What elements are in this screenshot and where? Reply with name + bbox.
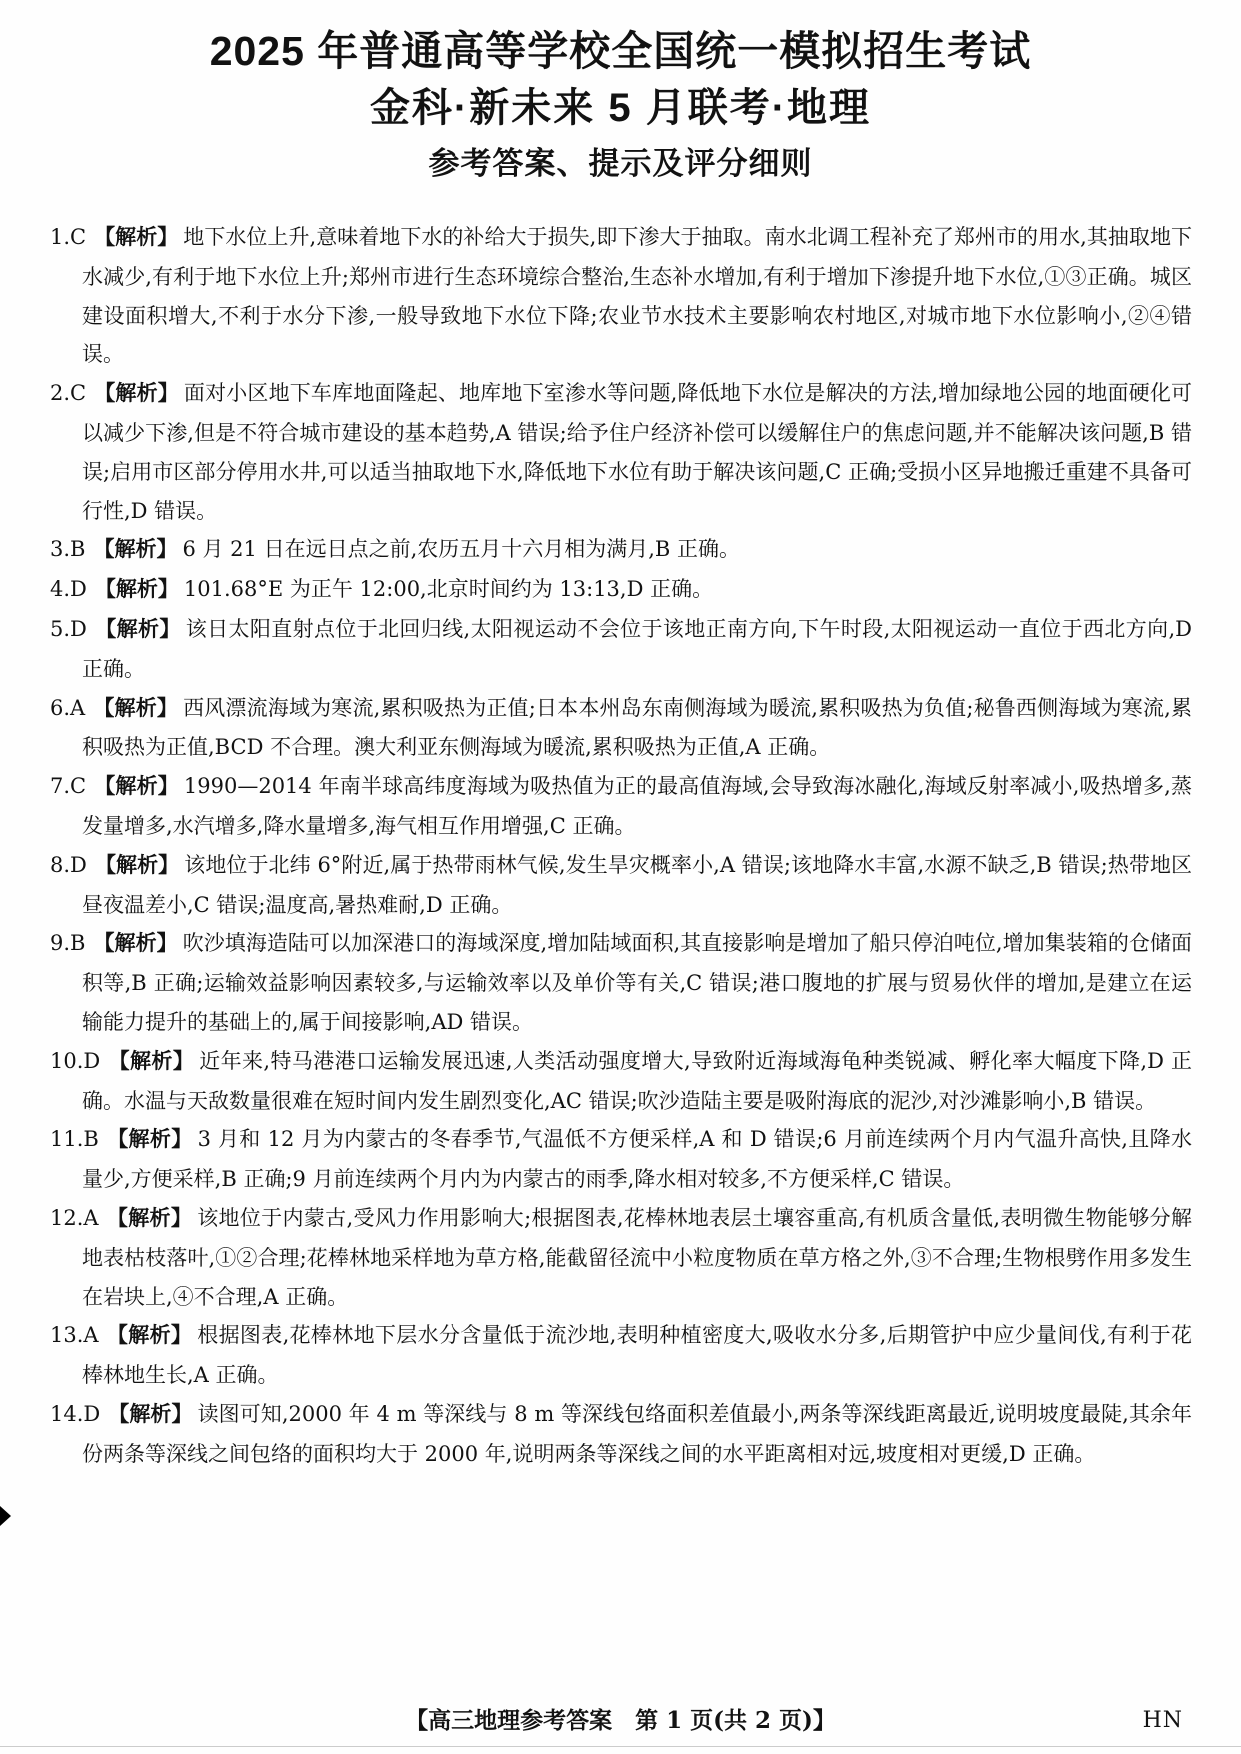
- answer-item-7: [50, 767, 1192, 846]
- answer-item-4: [50, 570, 1192, 610]
- answer-item-6: [50, 689, 1192, 768]
- analysis-label: 【解析】: [94, 775, 179, 799]
- answer-item-13: [50, 1316, 1192, 1395]
- analysis-label: 【解析】: [108, 1049, 195, 1073]
- question-number-answer: 12.A: [50, 1205, 99, 1230]
- analysis-label: 【解析】: [93, 538, 178, 562]
- question-number-answer: 13.A: [50, 1323, 99, 1348]
- analysis-text: 该日太阳直射点位于北回归线,太阳视运动不会位于该地正南方向,下午时段,太阳视运动一直位于西北方向,D 正确。: [82, 616, 1192, 681]
- analysis-label: 【解析】: [94, 226, 179, 249]
- footer-answer-key-label: 【高三地理参考答案: [405, 1707, 613, 1733]
- analysis-text: 3 月和 12 月为内蒙古的冬春季节,气温低不方便采样,A 和 D 错误;6 月前连续两个月内气温升高快,且降水量少,方便采样,B 正确;9 月前连续两个月内为内蒙古的雨季,降水相对较多,不方便采样,C 错误。: [82, 1127, 1192, 1192]
- analysis-text: 该地位于内蒙古,受风力作用影响大;根据图表,花棒林地表层土壤容重高,有机质含量低,表明微生物能够分解地表枯枝落叶,①②合理;花棒林地采样地为草方格,能截留径流中小粒度物质在草方格之外,③不合理;生物根劈作用多发生在岩块上,④不合理,A 正确。: [82, 1205, 1192, 1309]
- question-number-answer: 1.C: [50, 225, 87, 249]
- analysis-text: 地下水位上升,意味着地下水的补给大于损失,即下渗大于抽取。南水北调工程补充了郑州市的用水,其抽取地下水减少,有利于地下水位上升;郑州市进行生态环境综合整治,生态补水增加,有利于增加下渗提升地下水位,①③正确。城区建设面积增大,不利于水分下渗,一般导致地下水位下降;农业节水技术主要影响农村地区,对城市地下水位影响小,②④错误。: [82, 225, 1192, 367]
- answer-item-5: [50, 610, 1192, 689]
- question-number-answer: 14.D: [50, 1401, 101, 1426]
- answer-item-1: [50, 218, 1192, 374]
- analysis-text: 面对小区地下车库地面隆起、地库地下室渗水等问题,降低地下水位是解决的方法,增加绿地公园的地面硬化可以减少下渗,但是不符合城市建设的基本趋势,A 错误;给予住户经济补偿可以缓解住户的焦虑问题,并不能解决该问题,B 错误;启用市区部分停用水井,可以适当抽取地下水,降低地下水位有助于解决该问题,C 正确;受损小区异地搬迁重建不具备可行性,D 错误。: [82, 381, 1192, 523]
- page-footer: [0, 1702, 1241, 1735]
- exam-subtitle: 金科·新未来 5 月联考·地理: [369, 86, 872, 130]
- analysis-label: 【解析】: [106, 1206, 193, 1230]
- analysis-text: 吹沙填海造陆可以加深港口的海域深度,增加陆域面积,其直接影响是增加了船只停泊吨位,增加集装箱的仓储面积等,B 正确;运输效益影响因素较多,与运输效率以及单价等有关,C 错误;港口腹地的扩展与贸易伙伴的增加,是建立在运输能力提升的基础上的,属于间接影响,AD 错误。: [82, 931, 1192, 1034]
- analysis-label: 【解析】: [93, 932, 178, 956]
- answer-item-10: [50, 1042, 1192, 1121]
- question-number-answer: 3.B: [50, 537, 86, 562]
- answer-item-2: [50, 374, 1192, 530]
- answer-key-heading: 参考答案、提示及评分细则: [428, 146, 813, 181]
- answer-item-14: [50, 1395, 1192, 1474]
- document-header: [0, 0, 1241, 182]
- question-number-answer: 7.C: [50, 774, 87, 799]
- question-number-answer: 8.D: [50, 852, 87, 877]
- question-number-answer: 5.D: [50, 616, 87, 641]
- scan-artifact: [0, 1506, 11, 1526]
- answer-item-8: [50, 846, 1192, 925]
- answer-item-11: [50, 1120, 1192, 1199]
- analysis-label: 【解析】: [94, 382, 179, 406]
- analysis-text: 根据图表,花棒林地下层水分含量低于流沙地,表明种植密度大,吸收水分多,后期管护中应少量间伐,有利于花棒林地生长,A 正确。: [82, 1323, 1193, 1388]
- question-number-answer: 4.D: [50, 577, 87, 602]
- analysis-label: 【解析】: [93, 696, 179, 720]
- analysis-label: 【解析】: [106, 1128, 193, 1152]
- analysis-label: 【解析】: [94, 617, 181, 641]
- answer-list: [50, 218, 1192, 1474]
- analysis-text: 1990—2014 年南半球高纬度海域为吸热值为正的最高值海域,会导致海冰融化,海域反射率减小,吸热增多,蒸发量增多,水汽增多,降水量增多,海气相互作用增强,C 正确。: [82, 774, 1192, 838]
- question-number-answer: 10.D: [50, 1048, 101, 1073]
- analysis-text: 西风漂流海域为寒流,累积吸热为正值;日本本州岛东南侧海域为暖流,累积吸热为负值;秘鲁西侧海域为寒流,累积吸热为正值,BCD 不合理。澳大利亚东侧海域为暖流,累积吸热为正值,A 正确。: [82, 695, 1192, 760]
- question-number-answer: 6.A: [50, 695, 86, 720]
- analysis-text: 6 月 21 日在远日点之前,农历五月十六月相为满月,B 正确。: [182, 537, 741, 562]
- scan-bottom-edge: [0, 1746, 1241, 1747]
- question-number-answer: 9.B: [50, 931, 86, 956]
- analysis-text: 近年来,特马港港口运输发展迅速,人类活动强度增大,导致附近海域海龟种类锐减、孵化率大幅度下降,D 正确。水温与天敌数量很难在短时间内发生剧烈变化,AC 错误;吹沙造陆主要是吸附海底的泥沙,对沙滩影响小,B 错误。: [82, 1048, 1192, 1113]
- analysis-label: 【解析】: [94, 853, 180, 877]
- analysis-text: 该地位于北纬 6°附近,属于热带雨林气候,发生旱灾概率小,A 错误;该地降水丰富,水源不缺乏,B 错误;热带地区昼夜温差小,C 错误;温度高,暑热难耐,D 正确。: [82, 852, 1192, 917]
- analysis-label: 【解析】: [108, 1402, 193, 1426]
- analysis-label: 【解析】: [94, 578, 179, 602]
- answer-item-12: [50, 1199, 1192, 1316]
- paper-code: HN: [1142, 1708, 1183, 1733]
- analysis-label: 【解析】: [106, 1324, 193, 1348]
- answer-item-3: [50, 530, 1192, 570]
- exam-title: 2025 年普通高等学校全国统一模拟招生考试: [209, 28, 1032, 74]
- answer-item-9: [50, 924, 1192, 1041]
- analysis-text: 101.68°E 为正午 12:00,北京时间约为 13:13,D 正确。: [183, 577, 714, 602]
- question-number-answer: 11.B: [50, 1127, 99, 1152]
- question-number-answer: 2.C: [50, 381, 87, 406]
- analysis-text: 读图可知,2000 年 4 m 等深线与 8 m 等深线包络面积差值最小,两条等深线距离最近,说明坡度最陡,其余年份两条等深线之间包络的面积均大于 2000 年,说明两条等深线之间的水平距离相对远,坡度相对更缓,D 正确。: [82, 1401, 1193, 1466]
- footer-page-number: 第 1 页(共 2 页)】: [612, 1707, 836, 1734]
